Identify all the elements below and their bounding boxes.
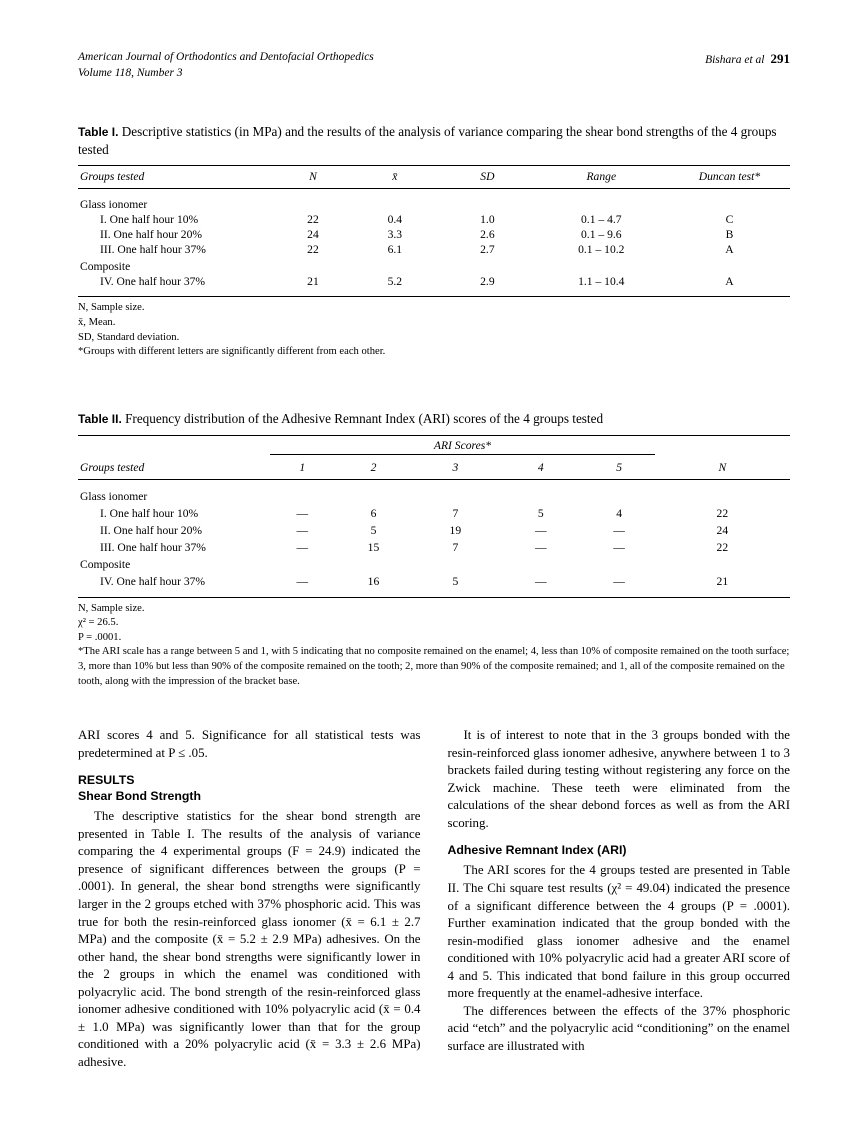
table-1-caption-text: Descriptive statistics (in MPa) and the results of the analysis of variance comparing the shear bond strengths of the 4 groups tested <box>78 124 777 157</box>
empty-cell <box>78 435 270 454</box>
paragraph: The ARI scores for the 4 groups tested are presented in Table II. The Chi square test results (χ² = 49.04) indicated the presence of a significant difference between the 4 groups (P = .0001). Further examination indicated that the group bonded with the resin-modified glass ionomer adhesive and the enamel conditioned with 10% polyacrylic acid had a greater ARI score of 4 and 5. This indicated that bond failure in this group occurred more frequently at the enamel-adhesive interface. <box>447 863 790 1001</box>
cell: 7 <box>452 540 459 554</box>
shear-bond-strength-heading: Shear Bond Strength <box>78 789 201 804</box>
table-2-footnotes <box>78 602 790 690</box>
footnote: N, Sample size. <box>78 602 145 614</box>
table-section-row <box>78 479 790 505</box>
journal-title: American Journal of Orthodontics and Dentofacial Orthopedics <box>78 51 374 63</box>
cell: 5 <box>413 573 498 598</box>
table-section-row <box>78 556 790 573</box>
table-section-row <box>78 189 790 213</box>
table-row <box>78 227 790 242</box>
table-1-caption <box>78 123 790 158</box>
column-header: Duncan test* <box>669 166 790 189</box>
cell: 22 <box>307 213 319 227</box>
cell: IV. One half hour 37% <box>78 573 270 598</box>
table-section-row <box>78 257 790 274</box>
cell: I. One half hour 10% <box>100 506 199 520</box>
table-2-span-header-row <box>78 435 790 454</box>
column-header: 2 <box>334 454 412 479</box>
journal-identification <box>78 50 374 81</box>
cell: 5 <box>370 523 377 537</box>
cell: A <box>669 274 790 297</box>
cell: B <box>725 228 734 242</box>
table-2-header-row <box>78 454 790 479</box>
cell: 5.2 <box>349 274 442 297</box>
footnote: *The ARI scale has a range between 5 and 1, with 5 indicating that no composite remained on the enamel; 4, less than 10% of composite remained on the tooth surface; 3, more than 10% but less than 90% of the composite remained on the tooth; 2, more than 90% of the composite remained; and 1, all of the composite remained on the tooth, along with the impression of the bracket base. <box>78 646 790 687</box>
column-header: x̄ <box>349 166 442 189</box>
cell: 19 <box>449 523 462 537</box>
running-head-right <box>705 50 790 69</box>
column-header: Range <box>534 166 669 189</box>
left-column <box>78 727 421 1071</box>
footnote: N, Sample size. <box>78 302 145 314</box>
cell: II. One half hour 20% <box>100 228 203 242</box>
cell: — <box>270 573 334 598</box>
empty-cell <box>655 435 790 454</box>
cell: — <box>296 523 309 537</box>
paragraph: It is of interest to note that in the 3 groups bonded with the resin-reinforced glass ionomer adhesive, anywhere between 1 to 3 brackets failed during testing without registering any force on the Zwick machine. These teeth were eliminated from the calculations of the shear debond forces as well as from the ARI scoring. <box>447 728 790 830</box>
footnote: χ² = 26.5. <box>78 617 119 629</box>
table-row <box>78 539 790 556</box>
section-label: Glass ionomer <box>80 489 148 503</box>
table-1-block <box>78 123 790 360</box>
cell: — <box>296 540 309 554</box>
cell: 24 <box>716 523 729 537</box>
cell: III. One half hour 37% <box>100 243 206 257</box>
cell: 2.7 <box>480 243 495 257</box>
cell: 21 <box>655 573 790 598</box>
cell: 15 <box>367 540 380 554</box>
ari-scores-span-header: ARI Scores* <box>270 435 654 454</box>
cell: 24 <box>307 228 319 242</box>
cell: 6 <box>370 506 377 520</box>
cell: 22 <box>716 506 729 520</box>
footnote: *Groups with different letters are significantly different from each other. <box>78 346 386 358</box>
table-1-header-row <box>78 166 790 189</box>
column-header: 3 <box>413 454 498 479</box>
paragraph: The descriptive statistics for the shear bond strength are presented in Table I. The results of the analysis of variance comparing the 4 experimental groups (F = 24.9) indicated the presence of significant differences between the groups (P = .0001). In general, the shear bond strengths were significantly larger in the 2 groups etched with 37% phosphoric acid. This was true for both the resin-reinforced glass ionomer (x̄ = 6.1 ± 2.7 MPa) and the composite (x̄ = 5.2 ± 2.9 MPa) adhesives. On the other hand, the shear bond strengths were significantly lower in the 2 groups in which the enamel was conditioned with polyacrylic acid. The bond strength of the resin-reinforced glass ionomer adhesive conditioned with 10% polyacrylic acid (x̄ = 0.4 ± 1.0 MPa) was significantly lower than that for the group conditioned with a 20% polyacrylic acid (x̄ = 3.3 ± 2.6 MPa) adhesive. <box>78 809 421 1069</box>
column-header: Groups tested <box>78 166 277 189</box>
column-header: SD <box>441 166 534 189</box>
paragraph: ARI scores 4 and 5. Significance for all statistical tests was predetermined at P ≤ .05. <box>78 728 421 760</box>
cell: 1.0 <box>480 213 495 227</box>
table-2-caption <box>78 410 790 428</box>
table-row <box>78 573 790 598</box>
table-2-caption-text: Frequency distribution of the Adhesive Remnant Index (ARI) scores of the 4 groups tested <box>125 410 604 426</box>
cell: III. One half hour 37% <box>100 540 206 554</box>
footnote: x̄, Mean. <box>78 316 116 328</box>
authors: Bishara et al <box>705 54 765 66</box>
cell: A <box>725 243 734 257</box>
column-header: 5 <box>584 454 655 479</box>
cell: II. One half hour 20% <box>100 523 203 537</box>
footnote: SD, Standard deviation. <box>78 331 180 343</box>
page-number: 291 <box>770 51 790 66</box>
column-header: N <box>655 454 790 479</box>
section-label: Glass ionomer <box>80 198 148 212</box>
cell: — <box>296 506 309 520</box>
cell: C <box>725 213 734 227</box>
cell: 2.9 <box>441 274 534 297</box>
cell: — <box>534 523 547 537</box>
journal-volume: Volume 118, Number 3 <box>78 66 183 79</box>
cell: 21 <box>277 274 348 297</box>
cell: 16 <box>334 573 412 598</box>
footnote: P = .0001. <box>78 631 122 643</box>
table-row <box>78 505 790 522</box>
right-column <box>448 727 791 1071</box>
cell: I. One half hour 10% <box>100 213 199 227</box>
cell: 1.1 – 10.4 <box>534 274 669 297</box>
column-header: 1 <box>270 454 334 479</box>
table-1 <box>78 165 790 297</box>
cell: — <box>613 523 625 537</box>
article-body <box>78 727 790 1071</box>
cell: IV. One half hour 37% <box>78 274 277 297</box>
paragraph: The differences between the effects of the 37% phosphoric acid “etch” and the polyacrylic acid “conditioning” on the enamel surface are illustrated with <box>447 1003 790 1053</box>
cell: 2.6 <box>480 228 495 242</box>
page-header <box>78 50 790 81</box>
cell: 5 <box>537 506 544 520</box>
section-label: Composite <box>80 260 131 274</box>
table-row <box>78 212 790 227</box>
table-row <box>78 522 790 539</box>
table-row <box>78 274 790 297</box>
table-2 <box>78 435 790 598</box>
cell: — <box>613 540 625 554</box>
cell: 0.1 – 10.2 <box>578 243 625 257</box>
ari-heading: Adhesive Remnant Index (ARI) <box>447 843 627 858</box>
cell: 4 <box>616 506 622 520</box>
cell: 3.3 <box>387 228 403 242</box>
table-2-block <box>78 410 790 689</box>
table-row <box>78 242 790 257</box>
section-label: Composite <box>80 557 131 571</box>
cell: 0.1 – 9.6 <box>581 228 622 242</box>
cell: 22 <box>716 540 729 554</box>
column-header: N <box>277 166 348 189</box>
table-1-label: Table I. <box>78 125 119 140</box>
cell: — <box>534 540 547 554</box>
column-header: 4 <box>498 454 583 479</box>
cell: 7 <box>452 506 459 520</box>
cell: — <box>584 573 655 598</box>
cell: 22 <box>307 243 319 257</box>
cell: 0.1 – 4.7 <box>581 213 622 227</box>
cell: — <box>498 573 583 598</box>
results-heading: RESULTS <box>78 773 135 788</box>
cell: 0.4 <box>387 213 403 227</box>
table-1-footnotes <box>78 301 790 359</box>
cell: 6.1 <box>387 243 403 257</box>
column-header: Groups tested <box>78 454 270 479</box>
table-2-label: Table II. <box>78 411 122 426</box>
